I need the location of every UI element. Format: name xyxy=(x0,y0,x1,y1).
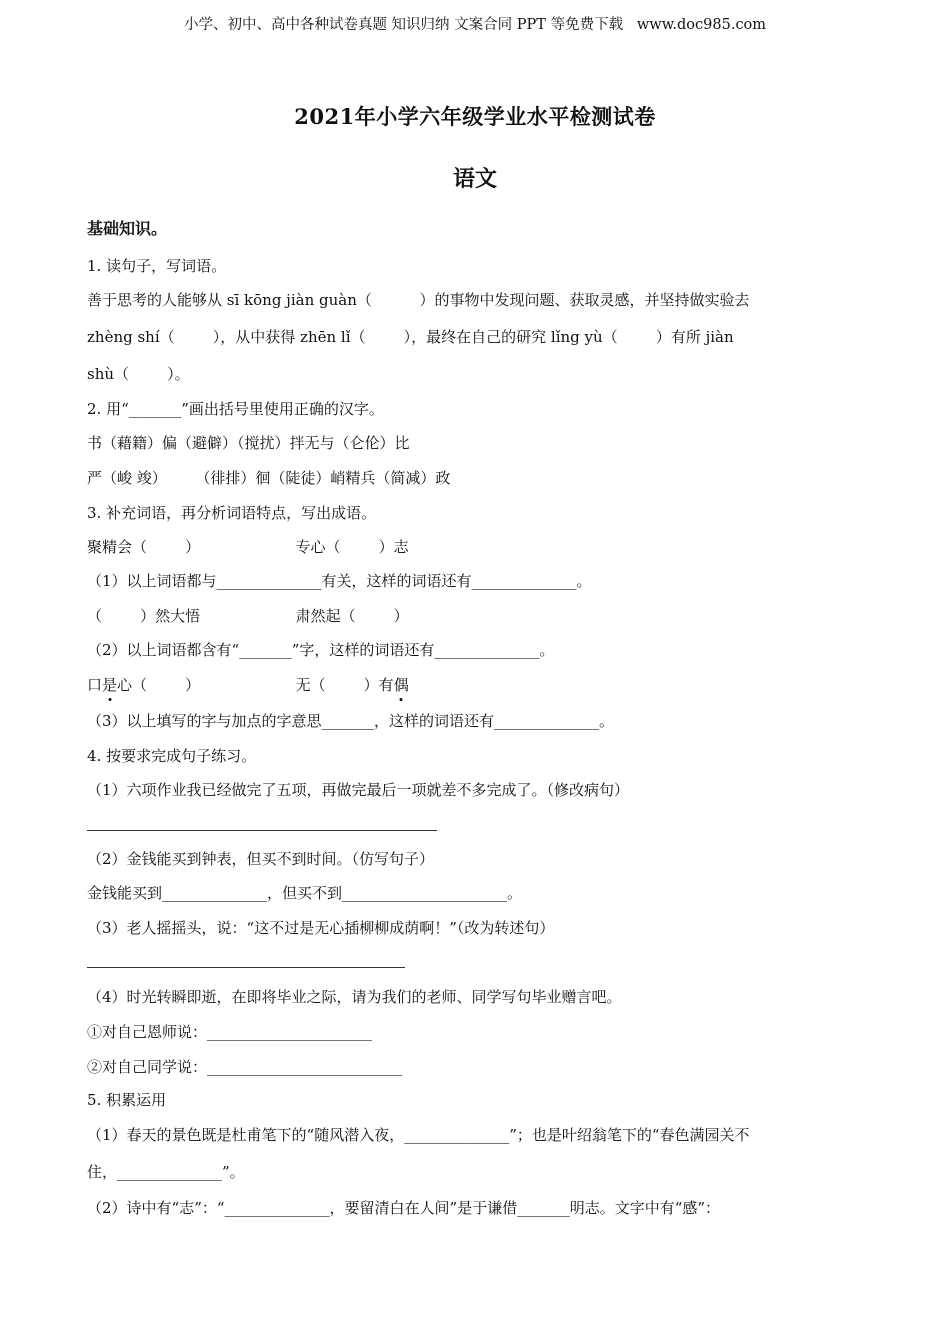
q4-sub4: （4）时光转瞬即逝，在即将毕业之际，请为我们的老师、同学写句毕业赠言吧。 xyxy=(87,988,622,1006)
q3-row1: 聚精会（ ） 专心（ ）志 xyxy=(87,538,409,556)
site-header: 小学、初中、高中各种试卷真题 知识归纳 文案合同 PPT 等免费下载 www.doc985.com xyxy=(183,17,767,33)
q4-teacher: ①对自己恩师说：______________________ xyxy=(87,1023,373,1041)
q5-sub1: （1）春天的景色既是杜甫笔下的“随风潜入夜，______________”；也是叶绍翁笔下的“春色满园关不 xyxy=(87,1126,750,1144)
q3-row3-text-a: 口 xyxy=(87,676,103,694)
q4-sub2-fill: 金钱能买到______________，但买不到______________________。 xyxy=(87,884,523,902)
q3-sub3: （3）以上填写的字与加点的字意思_______，这样的词语还有______________。 xyxy=(87,712,615,730)
q1-line3: shù（ ）。 xyxy=(87,365,190,383)
q2-line2: 严（峻 竣） （徘排）徊（陡徒）峭精兵（简减）政 xyxy=(87,469,451,487)
section-heading: 基础知识。 xyxy=(87,219,168,238)
q2-heading: 2. 用“_______”画出括号里使用正确的汉字。 xyxy=(87,400,384,418)
exam-title: 2021年小学六年级学业水平检测试卷 xyxy=(294,104,656,129)
q3-sub2: （2）以上词语都含有“_______”字，这样的词语还有______________。 xyxy=(87,641,555,659)
emphasis-char-1: 是 xyxy=(102,676,118,694)
q3-row3 xyxy=(87,675,409,695)
q1-heading: 1. 读句子，写词语。 xyxy=(87,257,227,275)
q4-sub2: （2）金钱能买到钟表，但买不到时间。（仿写句子） xyxy=(87,850,435,868)
q4-heading: 4. 按要求完成句子练习。 xyxy=(87,747,257,765)
q1-line2: zhèng shí（ ），从中获得 zhēn lǐ（ ），最终在自己的研究 lǐng yù（ ）有所 jiàn xyxy=(87,328,734,346)
q3-row3-text-b: 心（ ） 无（ ）有 xyxy=(117,676,394,694)
subject-title: 语文 xyxy=(452,166,497,192)
q2-line1: 书（藉籍）偏（避僻）（搅扰）拌无与（仑伦）比 xyxy=(87,434,410,452)
q4-classmate: ②对自己同学说：__________________________ xyxy=(87,1058,403,1076)
q3-sub1: （1）以上词语都与______________有关，这样的词语还有______________。 xyxy=(87,572,592,590)
q3-row2: （ ）然大悟 肃然起（ ） xyxy=(87,607,409,625)
emphasis-char-2: 偶 xyxy=(393,676,409,694)
q5-sub1-cont: 住，______________”。 xyxy=(87,1163,245,1181)
q5-sub2: （2）诗中有“志”：“______________，要留清白在人间”是于谦借_______明志。文字中有“感”： xyxy=(87,1199,721,1217)
answer-line-1[interactable] xyxy=(87,830,437,831)
answer-line-2[interactable] xyxy=(87,967,405,968)
q1-line1: 善于思考的人能够从 sī kōng jiàn guàn（ ）的事物中发现问题、获取灵感，并坚持做实验去 xyxy=(87,291,750,309)
q4-sub3: （3）老人摇摇头，说：“这不过是无心插柳柳成荫啊！”（改为转述句） xyxy=(87,919,555,937)
q5-heading: 5. 积累运用 xyxy=(87,1091,167,1109)
q3-heading: 3. 补充词语，再分析词语特点，写出成语。 xyxy=(87,504,377,522)
q4-sub1: （1）六项作业我已经做完了五项，再做完最后一项就差不多完成了。（修改病句） xyxy=(87,781,630,799)
